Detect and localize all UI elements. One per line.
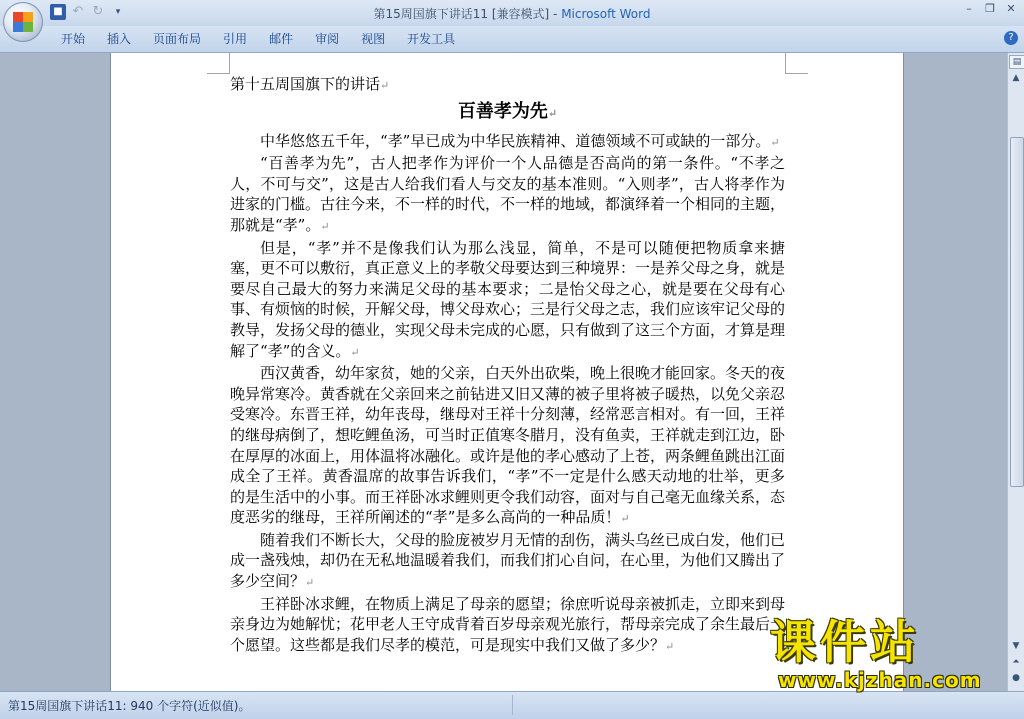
office-button[interactable] xyxy=(3,2,43,42)
ruler-toggle-icon[interactable]: ▤ xyxy=(1009,55,1024,69)
document-workspace[interactable] xyxy=(0,53,1007,691)
paragraph: 西汉黄香，幼年家贫，她的父亲，白天外出砍柴，晚上很晚才能回家。冬天的夜晚异常寒冷。黄香就在父亲回来之前钻进又旧又薄的被子里将被子暖热，以免父亲忍受寒冷。东晋王祥，幼年丧母，继母对王祥十分刻薄，经常恶言相对。有一回，王祥的继母病倒了，想吃鲤鱼汤，可当时正值寒冬腊月，没有鱼卖，王祥就走到江边，卧在厚厚的冰面上，用体温将冰融化。或许是他的孝心感动了上苍，两条鲤鱼跳出江面成全了王祥。黄香温席的故事告诉我们，“孝”不一定是什么感天动地的壮举，更多的是生活中的小事。而王祥卧冰求鲤则更令我们动容，面对与自己毫无血缘关系，态度恶劣的继母，王祥所阐述的“孝”是多么高尚的一种品质！↵ xyxy=(230,364,786,527)
scroll-down-icon[interactable]: ▼ xyxy=(1012,641,1020,651)
tab-insert[interactable]: 插入 xyxy=(107,32,132,46)
tab-references[interactable]: 引用 xyxy=(223,32,248,46)
tab-review[interactable]: 审阅 xyxy=(315,32,340,46)
tab-view[interactable]: 视图 xyxy=(361,32,386,46)
restore-icon[interactable]: ❐ xyxy=(985,2,995,15)
paragraph: 随着我们不断长大，父母的脸庞被岁月无情的刮伤，满头乌丝已成白发，他们已成一盏残烛，却仍在无私地温暖着我们，而我们扪心自问，在心里，为他们又腾出了多少空间？↵ xyxy=(230,530,786,591)
document-page[interactable] xyxy=(111,53,903,691)
save-icon[interactable]: ■ xyxy=(50,4,66,20)
crop-mark-top-right xyxy=(785,53,808,74)
status-text: 第15周国旗下讲话11: 940 个字符(近似值)。 xyxy=(8,699,251,713)
window-controls xyxy=(960,2,1020,16)
tab-developer[interactable]: 开发工具 xyxy=(407,32,456,46)
ribbon-tabs xyxy=(50,26,466,52)
vertical-scrollbar[interactable] xyxy=(1007,53,1024,691)
paragraph: 王祥卧冰求鲤，在物质上满足了母亲的愿望；徐庶听说母亲被抓走，立即来到母亲身边为她解忧；花甲老人王守成背着百岁母亲观光旅行，帮母亲完成了余生最后一个愿望。这些都是我们尽孝的模范，可是现实中我们又做了多少？↵ xyxy=(230,594,786,654)
redo-icon[interactable]: ↻ xyxy=(92,4,104,19)
crop-mark-top-left xyxy=(207,53,230,74)
help-icon[interactable]: ? xyxy=(1004,31,1018,45)
watermark-url: www.kjzhan.com xyxy=(778,668,982,692)
document-title: 第15周国旗下讲话11 [兼容模式] - xyxy=(373,7,562,21)
tab-page-layout[interactable]: 页面布局 xyxy=(153,32,202,46)
browse-object-icon[interactable]: ● xyxy=(1012,673,1020,683)
tab-mailings[interactable]: 邮件 xyxy=(269,32,294,46)
tab-home[interactable]: 开始 xyxy=(61,32,86,46)
document-body[interactable] xyxy=(230,74,785,657)
status-bar xyxy=(0,691,1024,719)
title-bar xyxy=(0,0,1024,26)
paragraph: 中华悠悠五千年，“孝”早已成为中华民族精神、道德领域不可或缺的一部分。↵ xyxy=(260,131,780,150)
office-logo-icon xyxy=(13,12,33,32)
paragraph: 但是，“孝”并不是像我们认为那么浅显，简单，不是可以随便把物质拿来搪塞，更不可以敷衍，真正意义上的孝敬父母要达到三种境界：一是养父母之身，就是要尽自己最大的努力来满足父母的基本要求；二是怡父母之心，就是要在父母有心事、有烦恼的时候，开解父母，博父母欢心；三是行父母之志，我们应该牢记父母的教导，发扬父母的德业，实现父母未完成的心愿，只有做到了这三个方面，才算是理解了“孝”的含义。↵ xyxy=(230,238,786,360)
close-icon[interactable]: ✕ xyxy=(1006,2,1016,15)
document-heading: 第十五周国旗下的讲话↵ xyxy=(230,75,390,93)
app-name: Microsoft Word xyxy=(561,7,651,21)
status-separator xyxy=(512,695,513,715)
previous-page-icon[interactable]: ⏶ xyxy=(1012,657,1020,667)
ribbon-tab-bar xyxy=(0,26,1024,53)
undo-icon[interactable]: ↶ xyxy=(72,4,84,19)
scroll-up-icon[interactable]: ▲ xyxy=(1012,73,1020,83)
watermark-logo xyxy=(770,612,1016,694)
chevron-down-icon[interactable]: ▾ xyxy=(115,7,121,17)
window-title xyxy=(0,5,1024,22)
paragraph: “百善孝为先”，古人把孝作为评价一个人品德是否高尚的第一条件。“不孝之人，不可与交”，这是古人给我们看人与交友的基本准则。“入则孝”，古人将孝作为进家的门槛。古往今来，不一样的时代，不一样的地域，都演绎着一个相同的主题，那就是“孝”。↵ xyxy=(230,154,786,234)
document-title-line: 百善孝为先↵ xyxy=(457,100,558,122)
minimize-icon[interactable]: – xyxy=(966,2,972,15)
watermark-title: 课件站 xyxy=(770,615,920,669)
scroll-thumb[interactable] xyxy=(1010,137,1024,487)
